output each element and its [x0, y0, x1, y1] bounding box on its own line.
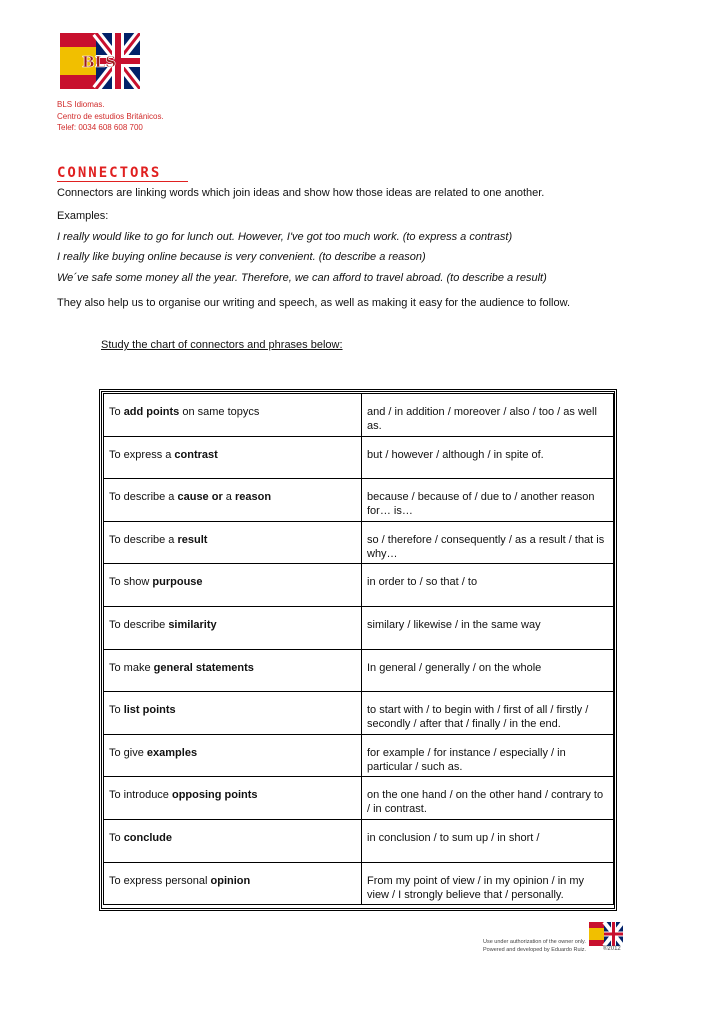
examples-label: Examples:: [57, 210, 109, 222]
intro-text: Connectors are linking words which join ideas and show how those ideas are related to one another.: [57, 187, 545, 199]
purpose-cell: [104, 692, 362, 735]
purpose-text: on same topycs: [179, 406, 260, 418]
table-row: [104, 819, 614, 862]
purpose-text: To describe a: [109, 491, 178, 504]
company-info: [57, 99, 164, 134]
table-row: [104, 394, 614, 437]
title-underline: [57, 181, 188, 182]
page-title: CONNECTORS: [57, 165, 162, 181]
connectors-cell: for example / for instance / especially / in particular / such as.: [362, 734, 614, 777]
connectors-cell: in order to / so that / to: [362, 564, 614, 607]
purpose-text: To introduce: [109, 789, 172, 802]
company-phone: Telef: 0034 608 608 700: [57, 123, 143, 132]
purpose-keyword: contrast: [174, 448, 218, 461]
connectors-cell: but / however / although / in spite of.: [362, 436, 614, 479]
purpose-cell: [104, 734, 362, 777]
table-row: [104, 436, 614, 479]
table-row: [104, 649, 614, 692]
connectors-cell: because / because of / due to / another reason for… is…: [362, 479, 614, 522]
connectors-cell: In general / generally / on the whole: [362, 649, 614, 692]
footer-flag-logo: [589, 922, 623, 946]
connectors-table: [103, 393, 614, 905]
purpose-cell: [104, 649, 362, 692]
study-instruction: Study the chart of connectors and phrases below:: [101, 339, 343, 351]
purpose-cell: [104, 862, 362, 905]
table-row: [104, 564, 614, 607]
purpose-cell: [104, 521, 362, 564]
purpose-text: To: [109, 831, 124, 844]
footer-text: [483, 938, 586, 954]
purpose-cell: [104, 606, 362, 649]
purpose-cell: [104, 394, 362, 437]
purpose-text: a: [222, 491, 235, 504]
company-desc: Centro de estudios Británicos.: [57, 111, 164, 121]
footer-line-2: Powered and developed by Eduardo Ruiz.: [483, 947, 587, 953]
connectors-cell: in conclusion / to sum up / in short /: [362, 819, 614, 862]
example-2: I really like buying online because is very convenient. (to describe a reason): [57, 251, 426, 263]
purpose-keyword: add points: [123, 406, 180, 418]
table-row: [104, 862, 614, 905]
purpose-cell: [104, 436, 362, 479]
purpose-text: To: [109, 406, 124, 418]
company-name: BLS Idiomas.: [57, 100, 105, 109]
table-row: [104, 521, 614, 564]
purpose-keyword: cause or: [177, 491, 223, 504]
table-row: [104, 777, 614, 820]
footer-copyright: ®2012: [603, 946, 621, 952]
connectors-cell: and / in addition / moreover / also / too / as well as.: [362, 394, 614, 437]
help-text: They also help us to organise our writing and speech, as well as making it easy for the audience to follow.: [57, 297, 571, 309]
purpose-keyword: reason: [234, 491, 272, 504]
purpose-text: To make: [109, 661, 154, 674]
connectors-cell: similary / likewise / in the same way: [362, 606, 614, 649]
connectors-cell: From my point of view / in my opinion / in my view / I strongly believe that / personally.: [362, 862, 614, 905]
logo-text: BLS: [82, 53, 117, 71]
purpose-keyword: list points: [123, 704, 176, 717]
purpose-text: To describe a: [109, 533, 178, 546]
purpose-text: To show: [109, 576, 153, 589]
purpose-cell: [104, 777, 362, 820]
purpose-keyword: result: [177, 533, 208, 546]
purpose-text: To: [109, 704, 124, 717]
table-row: [104, 734, 614, 777]
purpose-text: To give: [109, 746, 147, 759]
purpose-keyword: purpouse: [152, 576, 203, 589]
purpose-keyword: conclude: [123, 831, 172, 844]
connectors-cell: to start with / to begin with / first of all / firstly / secondly / after that / finally / in the end.: [362, 692, 614, 735]
purpose-keyword: examples: [146, 746, 198, 759]
connectors-cell: so / therefore / consequently / as a result / that is why…: [362, 521, 614, 564]
purpose-keyword: opinion: [210, 874, 251, 887]
purpose-cell: [104, 479, 362, 522]
purpose-cell: [104, 564, 362, 607]
connectors-cell: on the one hand / on the other hand / contrary to / in contrast.: [362, 777, 614, 820]
purpose-cell: [104, 819, 362, 862]
example-1: I really would like to go for lunch out. However, I've got too much work. (to express a contrast): [57, 231, 513, 243]
bls-flag-logo: [60, 33, 140, 89]
purpose-keyword: opposing points: [171, 789, 258, 802]
purpose-text: To describe: [109, 618, 169, 631]
example-3: We´ve safe some money all the year. Therefore, we can afford to travel abroad. (to describe a result): [57, 272, 547, 284]
purpose-text: To express personal: [109, 874, 211, 887]
table-row: [104, 479, 614, 522]
purpose-text: To express a: [109, 448, 175, 461]
table-row: [104, 606, 614, 649]
table-row: [104, 692, 614, 735]
purpose-keyword: similarity: [168, 618, 217, 631]
footer-line-1: Use under authorization of the owner only.: [483, 939, 586, 945]
purpose-keyword: general statements: [153, 661, 254, 674]
